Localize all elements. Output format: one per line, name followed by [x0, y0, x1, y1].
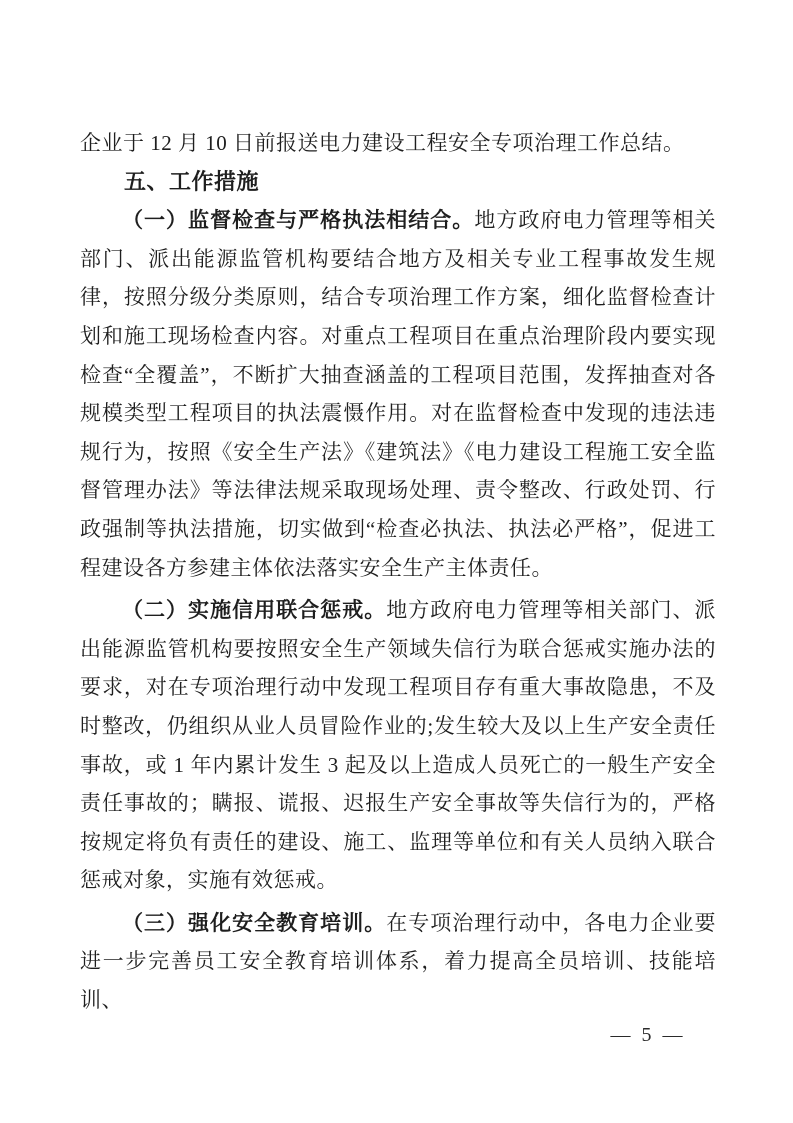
paragraph-lead: （三）强化安全教育培训。 — [122, 910, 387, 935]
paragraph-text: 地方政府电力管理等相关部门、派出能源监管机构要按照安全生产领域失信行为联合惩戒实施办法的要求，对在专项治理行动中发现工程项目存有重大事故隐患，不及时整改，仍组织从业人员冒险作业的;发生较大及以上生产安全责任事故，或 1 年内累计发生 3 起及以上造成人员死亡的一般生产安全责任事故的；瞒报、谎报、迟报生产安全事故等失信行为的，严格按规定将负有责任的建设、施工、监理等单位和有关人员纳入联合惩戒对象，实施有效惩戒。 — [80, 598, 717, 893]
paragraph-text: 在专项治理行动中，各电力企业要进一步完善员工安全教育培训体系，着力提高全员培训、技能培训、 — [80, 910, 717, 1013]
paragraph-continuation: 企业于 12 月 10 日前报送电力建设工程安全专项治理工作总结。 — [80, 131, 685, 155]
paragraph-lead: （一）监督检查与严格执法相结合。 — [122, 208, 475, 233]
paragraph-lead: （二）实施信用联合惩戒。 — [122, 598, 387, 623]
section-heading: 五、工作措施 — [124, 168, 260, 194]
paragraph-text: 地方政府电力管理等相关部门、派出能源监管机构要结合地方及相关专业工程事故发生规律，按照分级分类原则，结合专项治理工作方案，细化监督检查计划和施工现场检查内容。对重点工程项目在重点治理阶段内要实现检查“全覆盖”，不断扩大抽查涵盖的工程项目范围，发挥抽查对各规模类型工程项目的执法震慑作用。对在监督检查中发现的违法违规行为，按照《安全生产法》《建筑法》《电力建设工程施工安全监督管理办法》等法律法规采取现场处理、责令整改、行政处罚、行政强制等执法措施，切实做到“检查必执法、执法必严格”，促进工程建设各方参建主体依法落实安全生产主体责任。 — [80, 208, 717, 580]
page-number: — 5 — — [610, 1024, 686, 1046]
paragraph — [80, 201, 716, 587]
document-body — [80, 124, 716, 1020]
paragraph — [80, 591, 716, 900]
paragraph — [80, 904, 716, 1020]
